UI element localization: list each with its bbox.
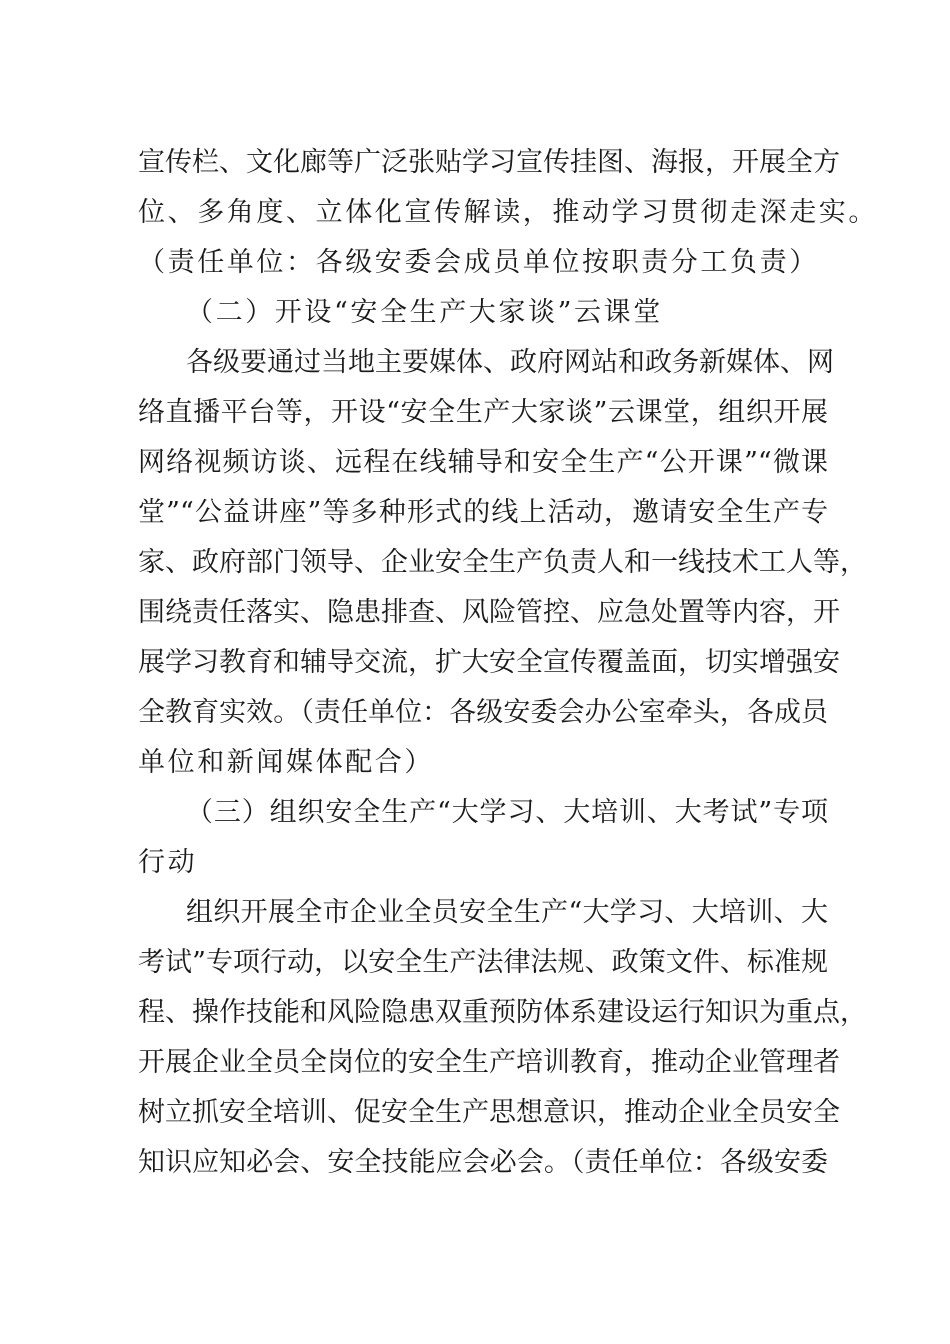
paragraph-line: 位、多角度、立体化宣传解读，推动学习贯彻走深走实。 (138, 197, 878, 228)
paragraph-line: 知识应知必会、安全技能应会必会。（责任单位：各级安委 (138, 1147, 828, 1178)
paragraph-line: 堂”“公益讲座”等多种形式的线上活动，邀请安全生产专 (138, 497, 828, 528)
paragraph-line: 开展企业全员全岗位的安全生产培训教育，推动企业管理者 (138, 1047, 840, 1078)
paragraph-line: 展学习教育和辅导交流，扩大安全宣传覆盖面，切实增强安 (138, 647, 840, 678)
paragraph-line: 家、政府部门领导、企业安全生产负责人和一线技术工人等， (138, 547, 867, 578)
section-heading-2: （二）开设“安全生产大家谈”云课堂 (186, 297, 663, 328)
paragraph-line: 络直播平台等，开设“安全生产大家谈”云课堂，组织开展 (138, 397, 828, 428)
paragraph-line: 网络视频访谈、远程在线辅导和安全生产“公开课”“微课 (138, 447, 828, 478)
paragraph-line: 树立抓安全培训、促安全生产思想意识，推动企业全员安全 (138, 1097, 840, 1128)
paragraph-line: 全教育实效。（责任单位：各级安委会办公室牵头，各成员 (138, 697, 828, 728)
paragraph-line: 组织开展全市企业全员安全生产“大学习、大培训、大 (186, 897, 828, 928)
paragraph-line: 程、操作技能和风险隐患双重预防体系建设运行知识为重点， (138, 997, 867, 1028)
paragraph-line: 各级要通过当地主要媒体、政府网站和政务新媒体、网 (186, 347, 834, 378)
paragraph-line: 考试”专项行动，以安全生产法律法规、政策文件、标准规 (138, 947, 828, 978)
section-heading-3: （三）组织安全生产“大学习、大培训、大考试”专项 (186, 797, 828, 828)
section-heading-3-cont: 行动 (138, 847, 198, 878)
responsibility-note: （责任单位：各级安委会成员单位按职责分工负责） (138, 247, 819, 278)
paragraph-line: 围绕责任落实、隐患排查、风险管控、应急处置等内容，开 (138, 597, 840, 628)
paragraph-line: 宣传栏、文化廊等广泛张贴学习宣传挂图、海报，开展全方 (138, 147, 840, 178)
paragraph-line: 单位和新闻媒体配合） (138, 747, 434, 778)
